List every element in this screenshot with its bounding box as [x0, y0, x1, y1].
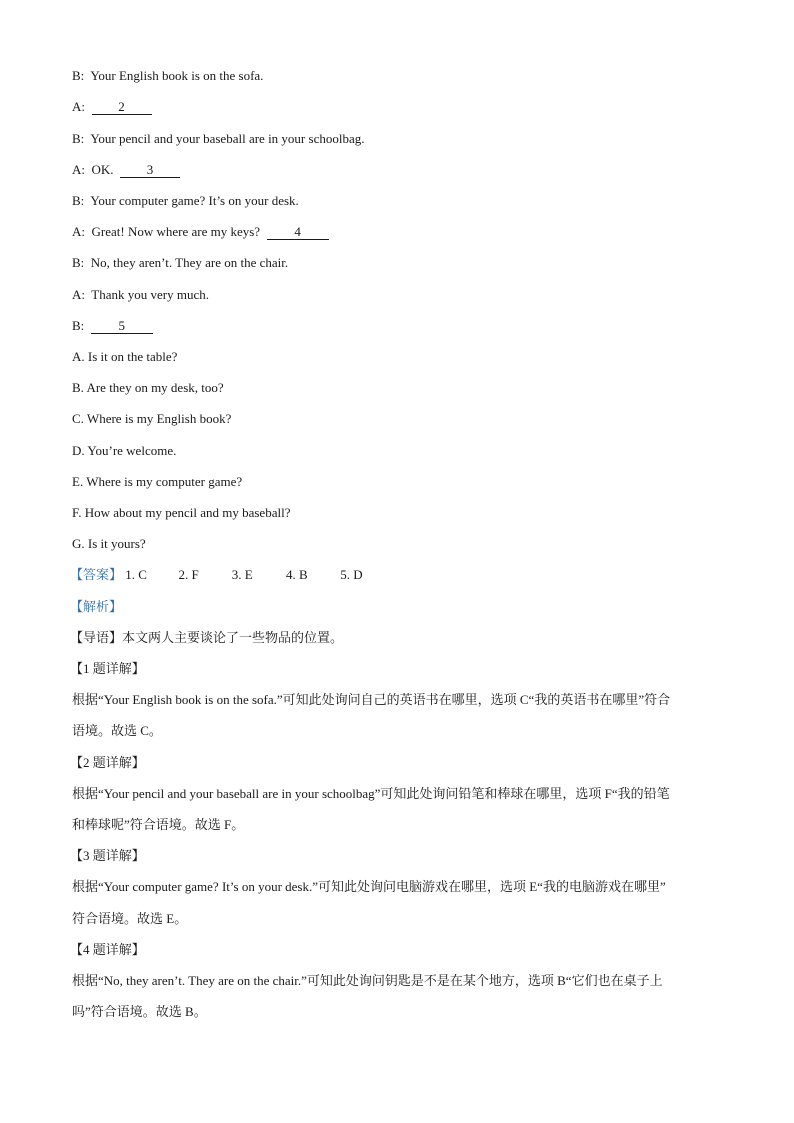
answer-item: 3. E: [231, 567, 253, 582]
option-b: B. Are they on my desk, too?: [72, 380, 224, 395]
guide-text: 本文两人主要谈论了一些物品的位置。: [122, 630, 344, 645]
dialogue-line-7: [72, 255, 288, 271]
detail-3-heading: 【3 题详解】: [70, 848, 145, 863]
dialogue-text: Your computer game? It’s on your desk.: [90, 193, 299, 208]
dialogue-text: Thank you very much.: [91, 287, 209, 302]
dialogue-prefix: Great! Now where are my keys?: [91, 224, 261, 239]
answer-blank-4: 4: [267, 225, 329, 240]
speaker-label: B:: [72, 68, 85, 83]
answer-blank-5: 5: [91, 319, 153, 334]
speaker-label: A:: [72, 224, 85, 239]
detail-4-heading: 【4 题详解】: [70, 942, 145, 957]
answer-item: 1. C: [125, 567, 147, 582]
detail-4-line-2: 吗”符合语境。故选 B。: [72, 1004, 207, 1019]
detail-2-line-2: 和棒球呢”符合语境。故选 F。: [72, 817, 245, 832]
analysis-label: 【解析】: [70, 599, 123, 614]
dialogue-prefix: OK.: [91, 162, 114, 177]
dialogue-line-3: [72, 131, 364, 147]
dialogue-text: No, they aren’t. They are on the chair.: [90, 255, 289, 270]
guide-line: [70, 630, 343, 646]
detail-2-heading: 【2 题详解】: [70, 755, 145, 770]
detail-3-line-1: 根据“Your computer game? It’s on your desk.”可知此处询问电脑游戏在哪里，选项 E“我的电脑游戏在哪里”: [72, 879, 666, 894]
detail-1-heading: 【1 题详解】: [70, 661, 145, 676]
detail-4-line-1: 根据“No, they aren’t. They are on the chair.”可知此处询问钥匙是不是在某个地方，选项 B“它们也在桌子上: [72, 973, 663, 988]
speaker-label: B:: [72, 131, 85, 146]
answer-label: 【答案】: [70, 567, 123, 582]
answer-blank-2: 2: [92, 100, 152, 115]
speaker-label: A:: [72, 99, 85, 114]
option-f: F. How about my pencil and my baseball?: [72, 505, 291, 520]
answer-blank-3: 3: [120, 163, 180, 178]
dialogue-text: Your pencil and your baseball are in your schoolbag.: [90, 131, 365, 146]
option-g: G. Is it yours?: [72, 536, 146, 551]
speaker-label: B:: [72, 255, 85, 270]
answer-item: 4. B: [286, 567, 308, 582]
speaker-label: A:: [72, 287, 85, 302]
dialogue-line-4: [72, 162, 180, 178]
option-e: E. Where is my computer game?: [72, 474, 243, 489]
answer-key: [70, 567, 380, 583]
speaker-label: A:: [72, 162, 85, 177]
detail-2-line-1: 根据“Your pencil and your baseball are in your schoolbag”可知此处询问铅笔和棒球在哪里，选项 F“我的铅笔: [72, 786, 670, 801]
option-d: D. You’re welcome.: [72, 443, 177, 458]
option-c: C. Where is my English book?: [72, 411, 232, 426]
detail-1-line-2: 语境。故选 C。: [72, 723, 162, 738]
dialogue-line-2: [72, 99, 152, 115]
answer-item: 5. D: [340, 567, 363, 582]
speaker-label: B:: [72, 318, 85, 333]
dialogue-line-9: [72, 318, 153, 334]
guide-label: 【导语】: [70, 630, 123, 645]
analysis-heading: [70, 599, 122, 615]
answer-item: 2. F: [178, 567, 199, 582]
dialogue-line-6: [72, 224, 329, 240]
dialogue-line-8: [72, 287, 209, 303]
speaker-label: B:: [72, 193, 85, 208]
dialogue-line-5: [72, 193, 299, 209]
dialogue-line-1: [72, 68, 263, 84]
option-a: A. Is it on the table?: [72, 349, 178, 364]
detail-3-line-2: 符合语境。故选 E。: [72, 911, 188, 926]
detail-1-line-1: 根据“Your English book is on the sofa.”可知此处询问自己的英语书在哪里，选项 C“我的英语书在哪里”符合: [72, 692, 671, 707]
dialogue-text: Your English book is on the sofa.: [90, 68, 264, 83]
